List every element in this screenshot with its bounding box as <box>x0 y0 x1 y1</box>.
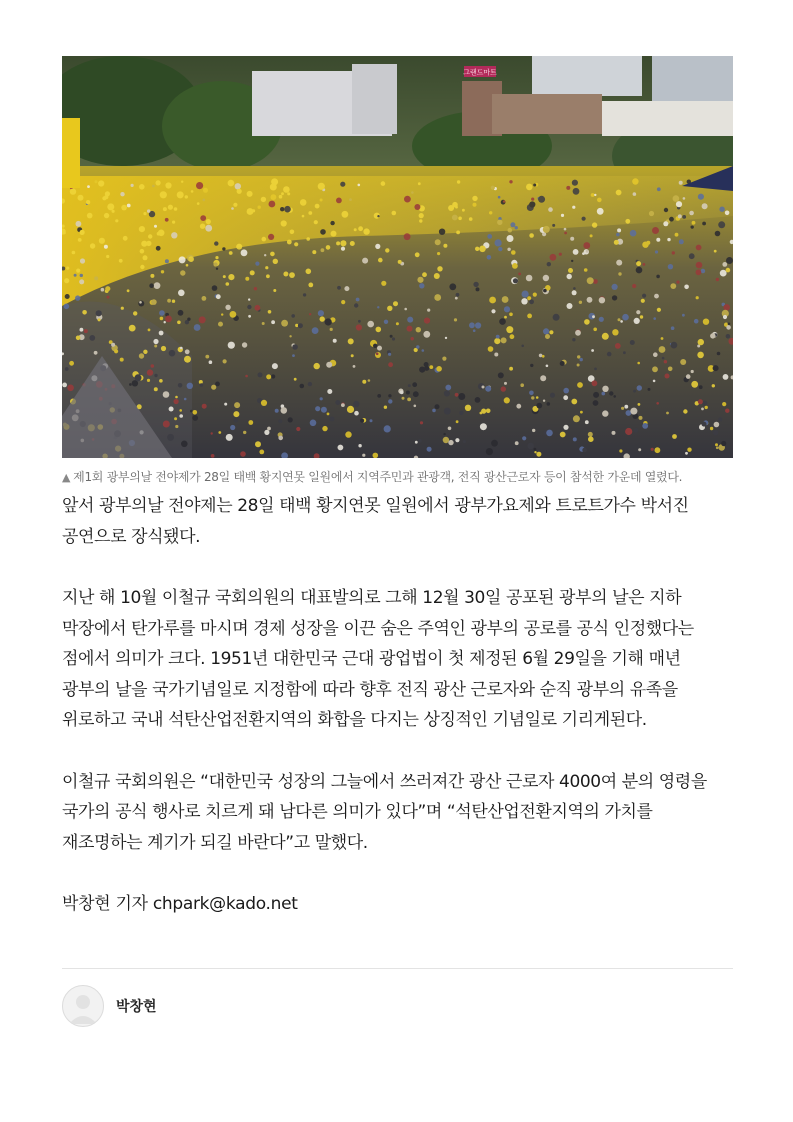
author-box[interactable] <box>62 985 733 1027</box>
paragraph: 이철규 국회의원은 “대한민국 성장의 그늘에서 쓰러져간 광산 근로자 4000여 분의 영령을 국가의 공식 행사로 치르게 돼 남다른 의미가 있다”며 “석탄산업전환지역의 가치를 재조명하는 계기가 되길 바란다”고 말했다. <box>62 771 707 853</box>
photo-caption <box>62 468 733 487</box>
byline: 박창현 기자 chpark@kado.net <box>62 894 298 914</box>
avatar[interactable] <box>62 985 104 1027</box>
caption-triangle-icon: ▲ <box>62 471 71 484</box>
divider <box>62 968 733 969</box>
paragraph: 앞서 광부의날 전야제는 28일 태백 황지연못 일원에서 광부가요제와 트로트가수 박서진 공연으로 장식됐다. <box>62 496 689 547</box>
user-avatar-icon <box>63 986 103 1026</box>
author-name[interactable]: 박창현 <box>116 999 157 1015</box>
article <box>62 56 733 1027</box>
building-sign: 그랜드마트 <box>463 68 497 77</box>
paragraph: 지난 해 10월 이철규 국회의원의 대표발의로 그해 12월 30일 공포된 광부의 날은 지하 막장에서 탄가루를 마시며 경제 성장을 이끈 숨은 주역인 광부의 공로를 공식 인정했다는 점에서 의미가 크다. 1951년 대한민국 근대 광업법이 첫 제정된 6월 29일을 기해 매년 광부의 날을 국가기념일로 지정함에 따라 향후 전직 광산 근로자와 순직 광부의 유족을 위로하고 국내 석탄산업전환지역의 화합을 다지는 상징적인 기념일로 기리게된다. <box>62 588 694 730</box>
caption-text: 제1회 광부의날 전야제가 28일 태백 황지연못 일원에서 지역주민과 관광객, 전직 광산근로자 등이 참석한 가운데 열렸다. <box>73 470 683 484</box>
crowd-photo-illustration <box>62 56 733 458</box>
article-body <box>62 491 733 919</box>
article-photo <box>62 56 733 458</box>
